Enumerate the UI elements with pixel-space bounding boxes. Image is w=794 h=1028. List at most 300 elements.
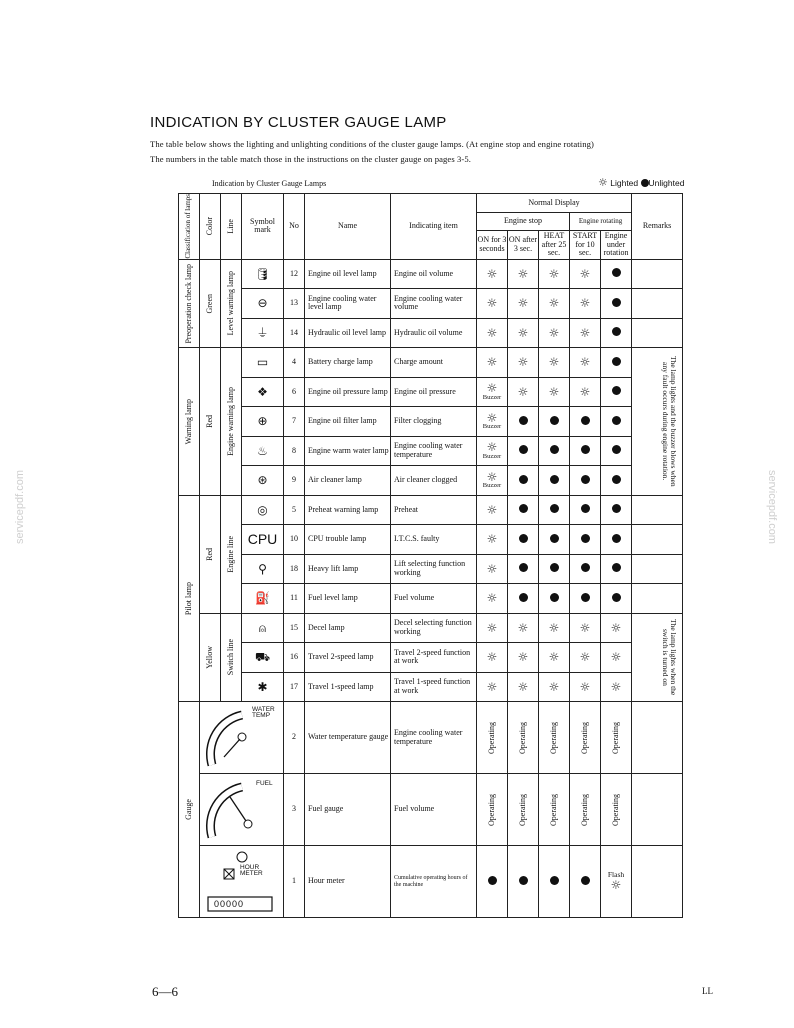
state-cell bbox=[570, 377, 601, 407]
gauge-name: Fuel gauge bbox=[305, 774, 391, 846]
table-row bbox=[179, 318, 683, 348]
state-cell bbox=[570, 259, 601, 289]
state-cell bbox=[570, 774, 601, 846]
intro-line-1: The table below shows the lighting and unlighting conditions of the cluster gauge lamps. (At engine stop and engine rotating) bbox=[150, 139, 595, 149]
state-cell bbox=[508, 407, 539, 437]
state-cell bbox=[601, 436, 632, 466]
unlighted-icon bbox=[612, 504, 621, 513]
symbol-cell bbox=[242, 584, 284, 614]
legend-unlighted: Unlighted bbox=[648, 178, 685, 188]
symbol-cell bbox=[242, 436, 284, 466]
state-cell bbox=[601, 702, 632, 774]
symbol-cell bbox=[242, 318, 284, 348]
state-cell bbox=[539, 554, 570, 584]
unlighted-icon bbox=[612, 445, 621, 454]
lighted-icon: ☼ bbox=[579, 650, 591, 665]
state-cell bbox=[570, 436, 601, 466]
row-item: Fuel volume bbox=[391, 584, 477, 614]
state-cell bbox=[539, 436, 570, 466]
gauge-item: Engine cooling water temperature bbox=[391, 702, 477, 774]
row-no: 10 bbox=[284, 525, 305, 555]
row-no: 12 bbox=[284, 259, 305, 289]
unlighted-icon bbox=[519, 876, 528, 885]
table-row bbox=[179, 643, 683, 673]
state-cell bbox=[477, 407, 508, 437]
row-no: 17 bbox=[284, 672, 305, 702]
unlighted-icon bbox=[550, 475, 559, 484]
lighted-icon: ☼ bbox=[579, 679, 591, 694]
state-cell bbox=[601, 289, 632, 319]
operating-label: Operating bbox=[517, 721, 527, 754]
lighted-icon: ☼ bbox=[579, 355, 591, 370]
lighted-icon: ☼ bbox=[579, 296, 591, 311]
unlighted-icon bbox=[612, 327, 621, 336]
state-cell bbox=[477, 846, 508, 918]
state-cell bbox=[570, 318, 601, 348]
lighted-icon: ☼ bbox=[486, 325, 498, 340]
table-row bbox=[179, 525, 683, 555]
lighted-icon: ☼ bbox=[486, 296, 498, 311]
row-name: Engine oil filter lamp bbox=[305, 407, 391, 437]
header-line: Line bbox=[221, 194, 242, 260]
row-no: 9 bbox=[284, 466, 305, 496]
remark-empty bbox=[632, 495, 683, 525]
state-cell bbox=[539, 407, 570, 437]
unlighted-icon bbox=[550, 876, 559, 885]
state-cell bbox=[477, 554, 508, 584]
line-level-warning: Level warning lamp bbox=[221, 259, 242, 348]
symbol-cell bbox=[242, 289, 284, 319]
remark-empty bbox=[632, 846, 683, 918]
state-cell bbox=[477, 348, 508, 378]
table-row bbox=[179, 377, 683, 407]
gauge-name: Hour meter bbox=[305, 846, 391, 918]
operating-label: Operating bbox=[610, 721, 620, 754]
unlighted-icon bbox=[641, 179, 649, 187]
gauge-item: Fuel volume bbox=[391, 774, 477, 846]
row-name: Engine oil level lamp bbox=[305, 259, 391, 289]
lighted-icon: ☼ bbox=[486, 620, 498, 635]
lighted-icon: ☼ bbox=[486, 561, 498, 576]
lighted-icon: ☼ bbox=[579, 325, 591, 340]
symbol-cell bbox=[242, 377, 284, 407]
state-cell bbox=[508, 348, 539, 378]
color-red: Red bbox=[200, 348, 221, 496]
state-cell bbox=[570, 348, 601, 378]
watermark-left: servicepdf.com bbox=[14, 470, 26, 544]
oil-filter-icon: ⊕ bbox=[257, 414, 268, 428]
state-cell bbox=[508, 774, 539, 846]
state-cell bbox=[508, 554, 539, 584]
state-cell bbox=[508, 377, 539, 407]
operating-label: Operating bbox=[548, 721, 558, 754]
row-item: Engine cooling water temperature bbox=[391, 436, 477, 466]
lighted-icon: ☼ bbox=[548, 650, 560, 665]
row-name: Preheat warning lamp bbox=[305, 495, 391, 525]
lighted-icon: ☼ bbox=[486, 440, 498, 455]
lighted-icon: ☼ bbox=[579, 266, 591, 281]
unlighted-icon bbox=[581, 475, 590, 484]
air-cleaner-icon: ⊛ bbox=[257, 473, 268, 487]
water-temp-label: WATER TEMP bbox=[252, 705, 275, 720]
table-row bbox=[179, 495, 683, 525]
table-row bbox=[179, 436, 683, 466]
symbol-cell bbox=[242, 525, 284, 555]
gauge-item: Cumulative operating hours of the machine bbox=[391, 846, 477, 918]
lighted-icon: ☼ bbox=[579, 384, 591, 399]
state-cell bbox=[601, 525, 632, 555]
state-cell bbox=[508, 613, 539, 643]
state-cell bbox=[477, 613, 508, 643]
remark-warning: The lamp lights and the buzzer blows when any fault occurs during engine rotation. bbox=[632, 348, 683, 496]
row-item: Travel 2-speed function at work bbox=[391, 643, 477, 673]
symbol-cell bbox=[242, 259, 284, 289]
row-item: Decel selecting function working bbox=[391, 613, 477, 643]
gauge-row bbox=[179, 702, 683, 774]
intro-line-2: The numbers in the table match those in the instructions on the cluster gauge on pages 3-5. bbox=[150, 154, 472, 164]
lighted-icon: ☼ bbox=[598, 176, 608, 189]
state-cell bbox=[508, 643, 539, 673]
operating-label: Operating bbox=[486, 721, 496, 754]
lighted-icon: ☼ bbox=[517, 620, 529, 635]
operating-label: Operating bbox=[610, 793, 620, 826]
gauge-symbol-cell bbox=[200, 846, 284, 918]
unlighted-icon bbox=[550, 504, 559, 513]
state-cell bbox=[539, 495, 570, 525]
page-title: INDICATION BY CLUSTER GAUGE LAMP bbox=[150, 114, 447, 131]
row-no: 15 bbox=[284, 613, 305, 643]
lighted-icon: ☼ bbox=[548, 620, 560, 635]
symbol-cell bbox=[242, 554, 284, 584]
unlighted-icon bbox=[519, 475, 528, 484]
unlighted-icon bbox=[612, 563, 621, 572]
row-item: Hydraulic oil volume bbox=[391, 318, 477, 348]
page-number: 6—6 bbox=[152, 984, 178, 999]
lighted-icon: ☼ bbox=[548, 266, 560, 281]
row-item: Lift selecting function working bbox=[391, 554, 477, 584]
unlighted-icon bbox=[550, 593, 559, 602]
remark-empty bbox=[632, 525, 683, 555]
decel-icon: ⍝ bbox=[258, 620, 267, 635]
remark-empty bbox=[632, 554, 683, 584]
state-cell bbox=[477, 643, 508, 673]
lighted-icon: ☼ bbox=[517, 325, 529, 340]
remark-empty bbox=[632, 318, 683, 348]
row-name: Fuel level lamp bbox=[305, 584, 391, 614]
state-cell bbox=[570, 846, 601, 918]
unlighted-icon bbox=[612, 593, 621, 602]
lighted-icon: ☼ bbox=[517, 650, 529, 665]
lighted-icon: ☼ bbox=[517, 266, 529, 281]
lighted-icon: ☼ bbox=[486, 650, 498, 665]
state-cell bbox=[570, 466, 601, 496]
state-cell bbox=[601, 495, 632, 525]
state-cell bbox=[539, 348, 570, 378]
buzzer-label: Buzzer bbox=[482, 423, 502, 431]
header-start-10-sec: START for 10 sec. bbox=[570, 231, 601, 260]
state-cell bbox=[570, 584, 601, 614]
lighted-icon: ☼ bbox=[517, 355, 529, 370]
lighted-icon: ☼ bbox=[517, 679, 529, 694]
row-name: Heavy lift lamp bbox=[305, 554, 391, 584]
color-green: Green bbox=[200, 259, 221, 348]
unlighted-icon bbox=[519, 416, 528, 425]
state-cell bbox=[539, 672, 570, 702]
state-cell bbox=[539, 318, 570, 348]
symbol-cell bbox=[242, 613, 284, 643]
remark-empty bbox=[632, 774, 683, 846]
lamp-table bbox=[178, 193, 683, 918]
unlighted-icon bbox=[612, 475, 621, 484]
gauge-symbol-cell bbox=[200, 774, 284, 846]
lighted-icon: ☼ bbox=[486, 355, 498, 370]
unlighted-icon bbox=[519, 445, 528, 454]
row-no: 16 bbox=[284, 643, 305, 673]
lighted-icon: ☼ bbox=[486, 381, 498, 396]
state-cell bbox=[570, 525, 601, 555]
lighted-icon: ☼ bbox=[548, 679, 560, 694]
unlighted-icon bbox=[550, 563, 559, 572]
row-item: Filter clogging bbox=[391, 407, 477, 437]
lighted-icon: ☼ bbox=[486, 679, 498, 694]
row-name: Engine oil pressure lamp bbox=[305, 377, 391, 407]
fuel-label: FUEL bbox=[256, 779, 273, 787]
gauge-no: 2 bbox=[284, 702, 305, 774]
line-engine-warning: Engine warning lamp bbox=[221, 348, 242, 496]
row-name: Engine cooling water level lamp bbox=[305, 289, 391, 319]
lighted-icon: ☼ bbox=[486, 591, 498, 606]
state-cell bbox=[601, 846, 632, 918]
travel-2speed-icon: ⛟ bbox=[254, 650, 271, 664]
state-cell bbox=[539, 643, 570, 673]
state-cell bbox=[601, 554, 632, 584]
unlighted-icon bbox=[612, 268, 621, 277]
lighted-icon: ☼ bbox=[517, 296, 529, 311]
preheat-icon: ◎ bbox=[257, 502, 268, 517]
state-cell bbox=[601, 466, 632, 496]
gauge-symbol-cell bbox=[200, 702, 284, 774]
header-normal-display: Normal Display bbox=[477, 194, 632, 213]
group-pilot: Pilot lamp bbox=[179, 495, 200, 702]
state-cell bbox=[508, 584, 539, 614]
unlighted-icon bbox=[550, 534, 559, 543]
state-cell bbox=[570, 554, 601, 584]
gauge-no: 3 bbox=[284, 774, 305, 846]
state-cell bbox=[539, 377, 570, 407]
unlighted-icon bbox=[612, 298, 621, 307]
row-name: Engine warm water lamp bbox=[305, 436, 391, 466]
row-item: Preheat bbox=[391, 495, 477, 525]
row-no: 14 bbox=[284, 318, 305, 348]
header-symbol: Symbol mark bbox=[242, 194, 284, 260]
symbol-cell bbox=[242, 495, 284, 525]
state-cell bbox=[508, 318, 539, 348]
state-cell bbox=[508, 672, 539, 702]
color-red-pilot: Red bbox=[200, 495, 221, 613]
row-no: 7 bbox=[284, 407, 305, 437]
header-classification: Classification of lamps bbox=[179, 194, 200, 260]
state-cell bbox=[477, 495, 508, 525]
header-item: Indicating item bbox=[391, 194, 477, 260]
lighted-icon: ☼ bbox=[610, 679, 622, 694]
unlighted-icon bbox=[519, 563, 528, 572]
row-item: Charge amount bbox=[391, 348, 477, 378]
state-cell bbox=[477, 672, 508, 702]
operating-label: Operating bbox=[579, 793, 589, 826]
state-cell bbox=[508, 259, 539, 289]
state-cell bbox=[539, 774, 570, 846]
state-cell bbox=[477, 774, 508, 846]
row-name: Travel 2-speed lamp bbox=[305, 643, 391, 673]
hour-meter-label: HOUR METER bbox=[240, 863, 263, 878]
legend-lighted: Lighted bbox=[610, 178, 639, 188]
legend bbox=[598, 177, 684, 188]
row-item: Engine oil volume bbox=[391, 259, 477, 289]
state-cell bbox=[570, 495, 601, 525]
gauge-row bbox=[179, 846, 683, 918]
header-on-3-seconds: ON for 3 seconds bbox=[477, 231, 508, 260]
state-cell bbox=[477, 436, 508, 466]
lighted-icon: ☼ bbox=[548, 355, 560, 370]
remark-empty bbox=[632, 584, 683, 614]
state-cell bbox=[570, 643, 601, 673]
state-cell bbox=[570, 702, 601, 774]
header-engine-under-rotation: Engine under rotation bbox=[601, 231, 632, 260]
lighted-icon: ☼ bbox=[610, 878, 622, 893]
page-code: LL bbox=[702, 986, 713, 996]
symbol-cell bbox=[242, 466, 284, 496]
gauge-name: Water temperature gauge bbox=[305, 702, 391, 774]
state-cell bbox=[477, 525, 508, 555]
unlighted-icon bbox=[550, 445, 559, 454]
operating-label: Operating bbox=[486, 793, 496, 826]
state-cell bbox=[570, 289, 601, 319]
unlighted-icon bbox=[581, 563, 590, 572]
operating-label: Operating bbox=[548, 793, 558, 826]
row-no: 11 bbox=[284, 584, 305, 614]
lighted-icon: ☼ bbox=[517, 384, 529, 399]
row-no: 8 bbox=[284, 436, 305, 466]
lighted-icon: ☼ bbox=[486, 266, 498, 281]
lighted-icon: ☼ bbox=[610, 650, 622, 665]
row-item: Air cleaner clogged bbox=[391, 466, 477, 496]
row-no: 6 bbox=[284, 377, 305, 407]
state-cell bbox=[601, 643, 632, 673]
state-cell bbox=[570, 407, 601, 437]
unlighted-icon bbox=[581, 445, 590, 454]
state-cell bbox=[539, 259, 570, 289]
state-cell bbox=[570, 672, 601, 702]
unlighted-icon bbox=[519, 534, 528, 543]
row-name: Battery charge lamp bbox=[305, 348, 391, 378]
buzzer-label: Buzzer bbox=[482, 393, 502, 401]
table-row bbox=[179, 584, 683, 614]
state-cell bbox=[539, 846, 570, 918]
symbol-cell bbox=[242, 348, 284, 378]
header-no: No bbox=[284, 194, 305, 260]
cpu-icon: CPU bbox=[247, 530, 278, 547]
table-row bbox=[179, 554, 683, 584]
state-cell bbox=[508, 495, 539, 525]
table-row bbox=[179, 466, 683, 496]
row-name: Hydraulic oil level lamp bbox=[305, 318, 391, 348]
lighted-icon: ☼ bbox=[486, 410, 498, 425]
table-row bbox=[179, 672, 683, 702]
state-cell bbox=[477, 702, 508, 774]
header-heat-after-25-sec: HEAT after 25 sec. bbox=[539, 231, 570, 260]
state-cell bbox=[508, 289, 539, 319]
oil-pressure-icon: ❖ bbox=[257, 384, 268, 399]
flash-label: Flash bbox=[607, 870, 625, 880]
row-item: Travel 1-speed function at work bbox=[391, 672, 477, 702]
group-warning: Warning lamp bbox=[179, 348, 200, 496]
battery-icon: ▭ bbox=[256, 355, 269, 369]
state-cell bbox=[477, 318, 508, 348]
row-no: 5 bbox=[284, 495, 305, 525]
hydraulic-oil-icon: ⏚ bbox=[256, 325, 269, 340]
row-name: CPU trouble lamp bbox=[305, 525, 391, 555]
state-cell bbox=[508, 525, 539, 555]
unlighted-icon bbox=[488, 876, 497, 885]
state-cell bbox=[477, 584, 508, 614]
row-name: Travel 1-speed lamp bbox=[305, 672, 391, 702]
lighted-icon: ☼ bbox=[610, 620, 622, 635]
unlighted-icon bbox=[581, 504, 590, 513]
state-cell bbox=[601, 348, 632, 378]
group-gauge: Gauge bbox=[179, 702, 200, 918]
state-cell bbox=[508, 846, 539, 918]
state-cell bbox=[477, 259, 508, 289]
lighted-icon: ☼ bbox=[548, 384, 560, 399]
remark-empty bbox=[632, 259, 683, 289]
state-cell bbox=[539, 525, 570, 555]
state-cell bbox=[601, 774, 632, 846]
header-engine-stop: Engine stop bbox=[477, 212, 570, 231]
unlighted-icon bbox=[612, 416, 621, 425]
row-no: 18 bbox=[284, 554, 305, 584]
operating-label: Operating bbox=[579, 721, 589, 754]
table-row bbox=[179, 407, 683, 437]
gauge-row bbox=[179, 774, 683, 846]
lighted-icon: ☼ bbox=[548, 325, 560, 340]
header-remarks: Remarks bbox=[632, 194, 683, 260]
symbol-cell bbox=[242, 672, 284, 702]
symbol-cell bbox=[242, 407, 284, 437]
water-temp-icon: ♨ bbox=[257, 443, 268, 458]
table-row bbox=[179, 259, 683, 289]
row-name: Decel lamp bbox=[305, 613, 391, 643]
unlighted-icon bbox=[581, 593, 590, 602]
lighted-icon: ☼ bbox=[486, 469, 498, 484]
state-cell bbox=[601, 259, 632, 289]
remark-switch: The lamp lights when the switch is turned on bbox=[632, 613, 683, 702]
fuel-pump-icon: ⛽ bbox=[255, 591, 270, 605]
state-cell bbox=[601, 377, 632, 407]
state-cell bbox=[539, 289, 570, 319]
row-name: Air cleaner lamp bbox=[305, 466, 391, 496]
lighted-icon: ☼ bbox=[486, 532, 498, 547]
unlighted-icon bbox=[519, 593, 528, 602]
symbol-cell bbox=[242, 643, 284, 673]
buzzer-label: Buzzer bbox=[482, 452, 502, 460]
table-row bbox=[179, 613, 683, 643]
state-cell bbox=[539, 466, 570, 496]
color-yellow: Yellow bbox=[200, 613, 221, 702]
state-cell bbox=[508, 702, 539, 774]
oil-level-icon: 🛢 bbox=[254, 266, 271, 281]
row-item: Engine oil pressure bbox=[391, 377, 477, 407]
lighted-icon: ☼ bbox=[548, 296, 560, 311]
